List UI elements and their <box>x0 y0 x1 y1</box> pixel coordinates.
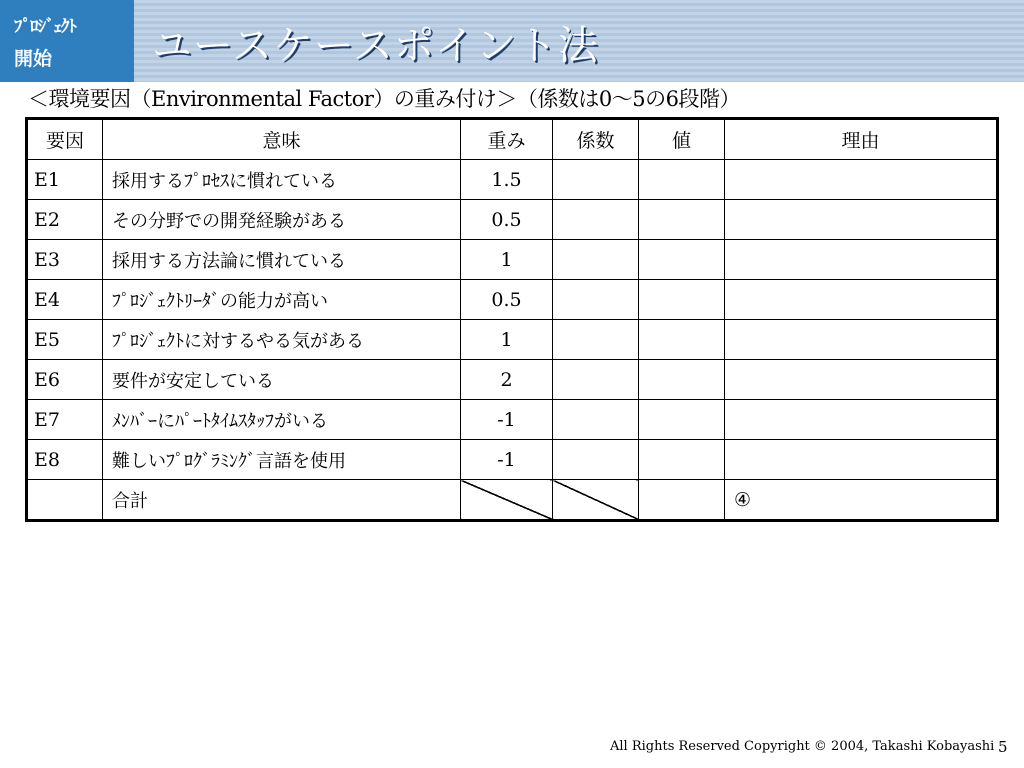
factor-meaning: 要件が安定している <box>103 360 461 400</box>
factor-coefficient[interactable] <box>553 320 639 360</box>
factor-reason[interactable] <box>725 360 998 400</box>
table-row <box>27 200 998 240</box>
factor-reason[interactable] <box>725 240 998 280</box>
slide-title: ユースケースポイント法 <box>152 23 599 69</box>
factor-weight: 0.5 <box>461 200 553 240</box>
total-reason[interactable]: ④ <box>725 480 998 521</box>
factor-id: E8 <box>27 440 103 480</box>
factor-coefficient[interactable] <box>553 240 639 280</box>
factor-meaning: その分野での開発経験がある <box>103 200 461 240</box>
factor-id: E7 <box>27 400 103 440</box>
table-row <box>27 320 998 360</box>
factor-meaning: 採用する方法論に慣れている <box>103 240 461 280</box>
total-label: 合計 <box>103 480 461 521</box>
header-coefficient: 係数 <box>553 119 639 160</box>
factor-value[interactable] <box>639 400 725 440</box>
environmental-factor-table <box>25 117 999 522</box>
table-row <box>27 280 998 320</box>
header-value: 値 <box>639 119 725 160</box>
factor-value[interactable] <box>639 160 725 200</box>
factor-value[interactable] <box>639 360 725 400</box>
section-logo <box>0 0 134 82</box>
footer-copyright: All Rights Reserved Copyright © 2004, Takashi Kobayashi <box>610 739 995 754</box>
factor-meaning: 採用するﾌﾟﾛｾｽに慣れている <box>103 160 461 200</box>
header-weight: 重み <box>461 119 553 160</box>
factor-reason[interactable] <box>725 280 998 320</box>
header-factor: 要因 <box>27 119 103 160</box>
factor-value[interactable] <box>639 200 725 240</box>
factor-reason[interactable] <box>725 160 998 200</box>
logo-line-1: ﾌﾟﾛｼﾞｪｸﾄ <box>14 17 76 37</box>
factor-id: E2 <box>27 200 103 240</box>
factor-weight: -1 <box>461 400 553 440</box>
factor-meaning: 難しいﾌﾟﾛｸﾞﾗﾐﾝｸﾞ言語を使用 <box>103 440 461 480</box>
total-id-cell <box>27 480 103 521</box>
factor-id: E5 <box>27 320 103 360</box>
factor-value[interactable] <box>639 440 725 480</box>
factor-weight: -1 <box>461 440 553 480</box>
factor-coefficient[interactable] <box>553 400 639 440</box>
factor-meaning: ﾌﾟﾛｼﾞｪｸﾄに対するやる気がある <box>103 320 461 360</box>
total-coefficient-slash <box>553 480 639 521</box>
table-header-row <box>27 119 998 160</box>
factor-coefficient[interactable] <box>553 200 639 240</box>
factor-id: E6 <box>27 360 103 400</box>
factor-coefficient[interactable] <box>553 280 639 320</box>
total-weight-slash <box>461 480 553 521</box>
factor-reason[interactable] <box>725 440 998 480</box>
table-row <box>27 240 998 280</box>
header-reason: 理由 <box>725 119 998 160</box>
factor-id: E3 <box>27 240 103 280</box>
factor-value[interactable] <box>639 240 725 280</box>
page-number: 5 <box>998 738 1008 756</box>
table-row <box>27 440 998 480</box>
table-row <box>27 400 998 440</box>
factor-meaning: ﾒﾝﾊﾞｰにﾊﾟｰﾄﾀｲﾑｽﾀｯﾌがいる <box>103 400 461 440</box>
factor-reason[interactable] <box>725 320 998 360</box>
header-meaning: 意味 <box>103 119 461 160</box>
factor-weight: 0.5 <box>461 280 553 320</box>
factor-id: E1 <box>27 160 103 200</box>
factor-coefficient[interactable] <box>553 160 639 200</box>
factor-weight: 1 <box>461 320 553 360</box>
factor-value[interactable] <box>639 280 725 320</box>
factor-reason[interactable] <box>725 400 998 440</box>
factor-coefficient[interactable] <box>553 440 639 480</box>
table-total-row <box>27 480 998 521</box>
factor-weight: 2 <box>461 360 553 400</box>
table-row <box>27 160 998 200</box>
table-row <box>27 360 998 400</box>
factor-weight: 1 <box>461 240 553 280</box>
factor-coefficient[interactable] <box>553 360 639 400</box>
factor-weight: 1.5 <box>461 160 553 200</box>
logo-line-2: 開始 <box>14 48 53 70</box>
factor-meaning: ﾌﾟﾛｼﾞｪｸﾄﾘｰﾀﾞの能力が高い <box>103 280 461 320</box>
slide-subtitle: ＜環境要因（Environmental Factor）の重み付け＞（係数は0～5の6段階） <box>28 87 740 111</box>
total-value[interactable] <box>639 480 725 521</box>
header-band <box>0 0 1024 82</box>
factor-reason[interactable] <box>725 200 998 240</box>
factor-id: E4 <box>27 280 103 320</box>
factor-value[interactable] <box>639 320 725 360</box>
